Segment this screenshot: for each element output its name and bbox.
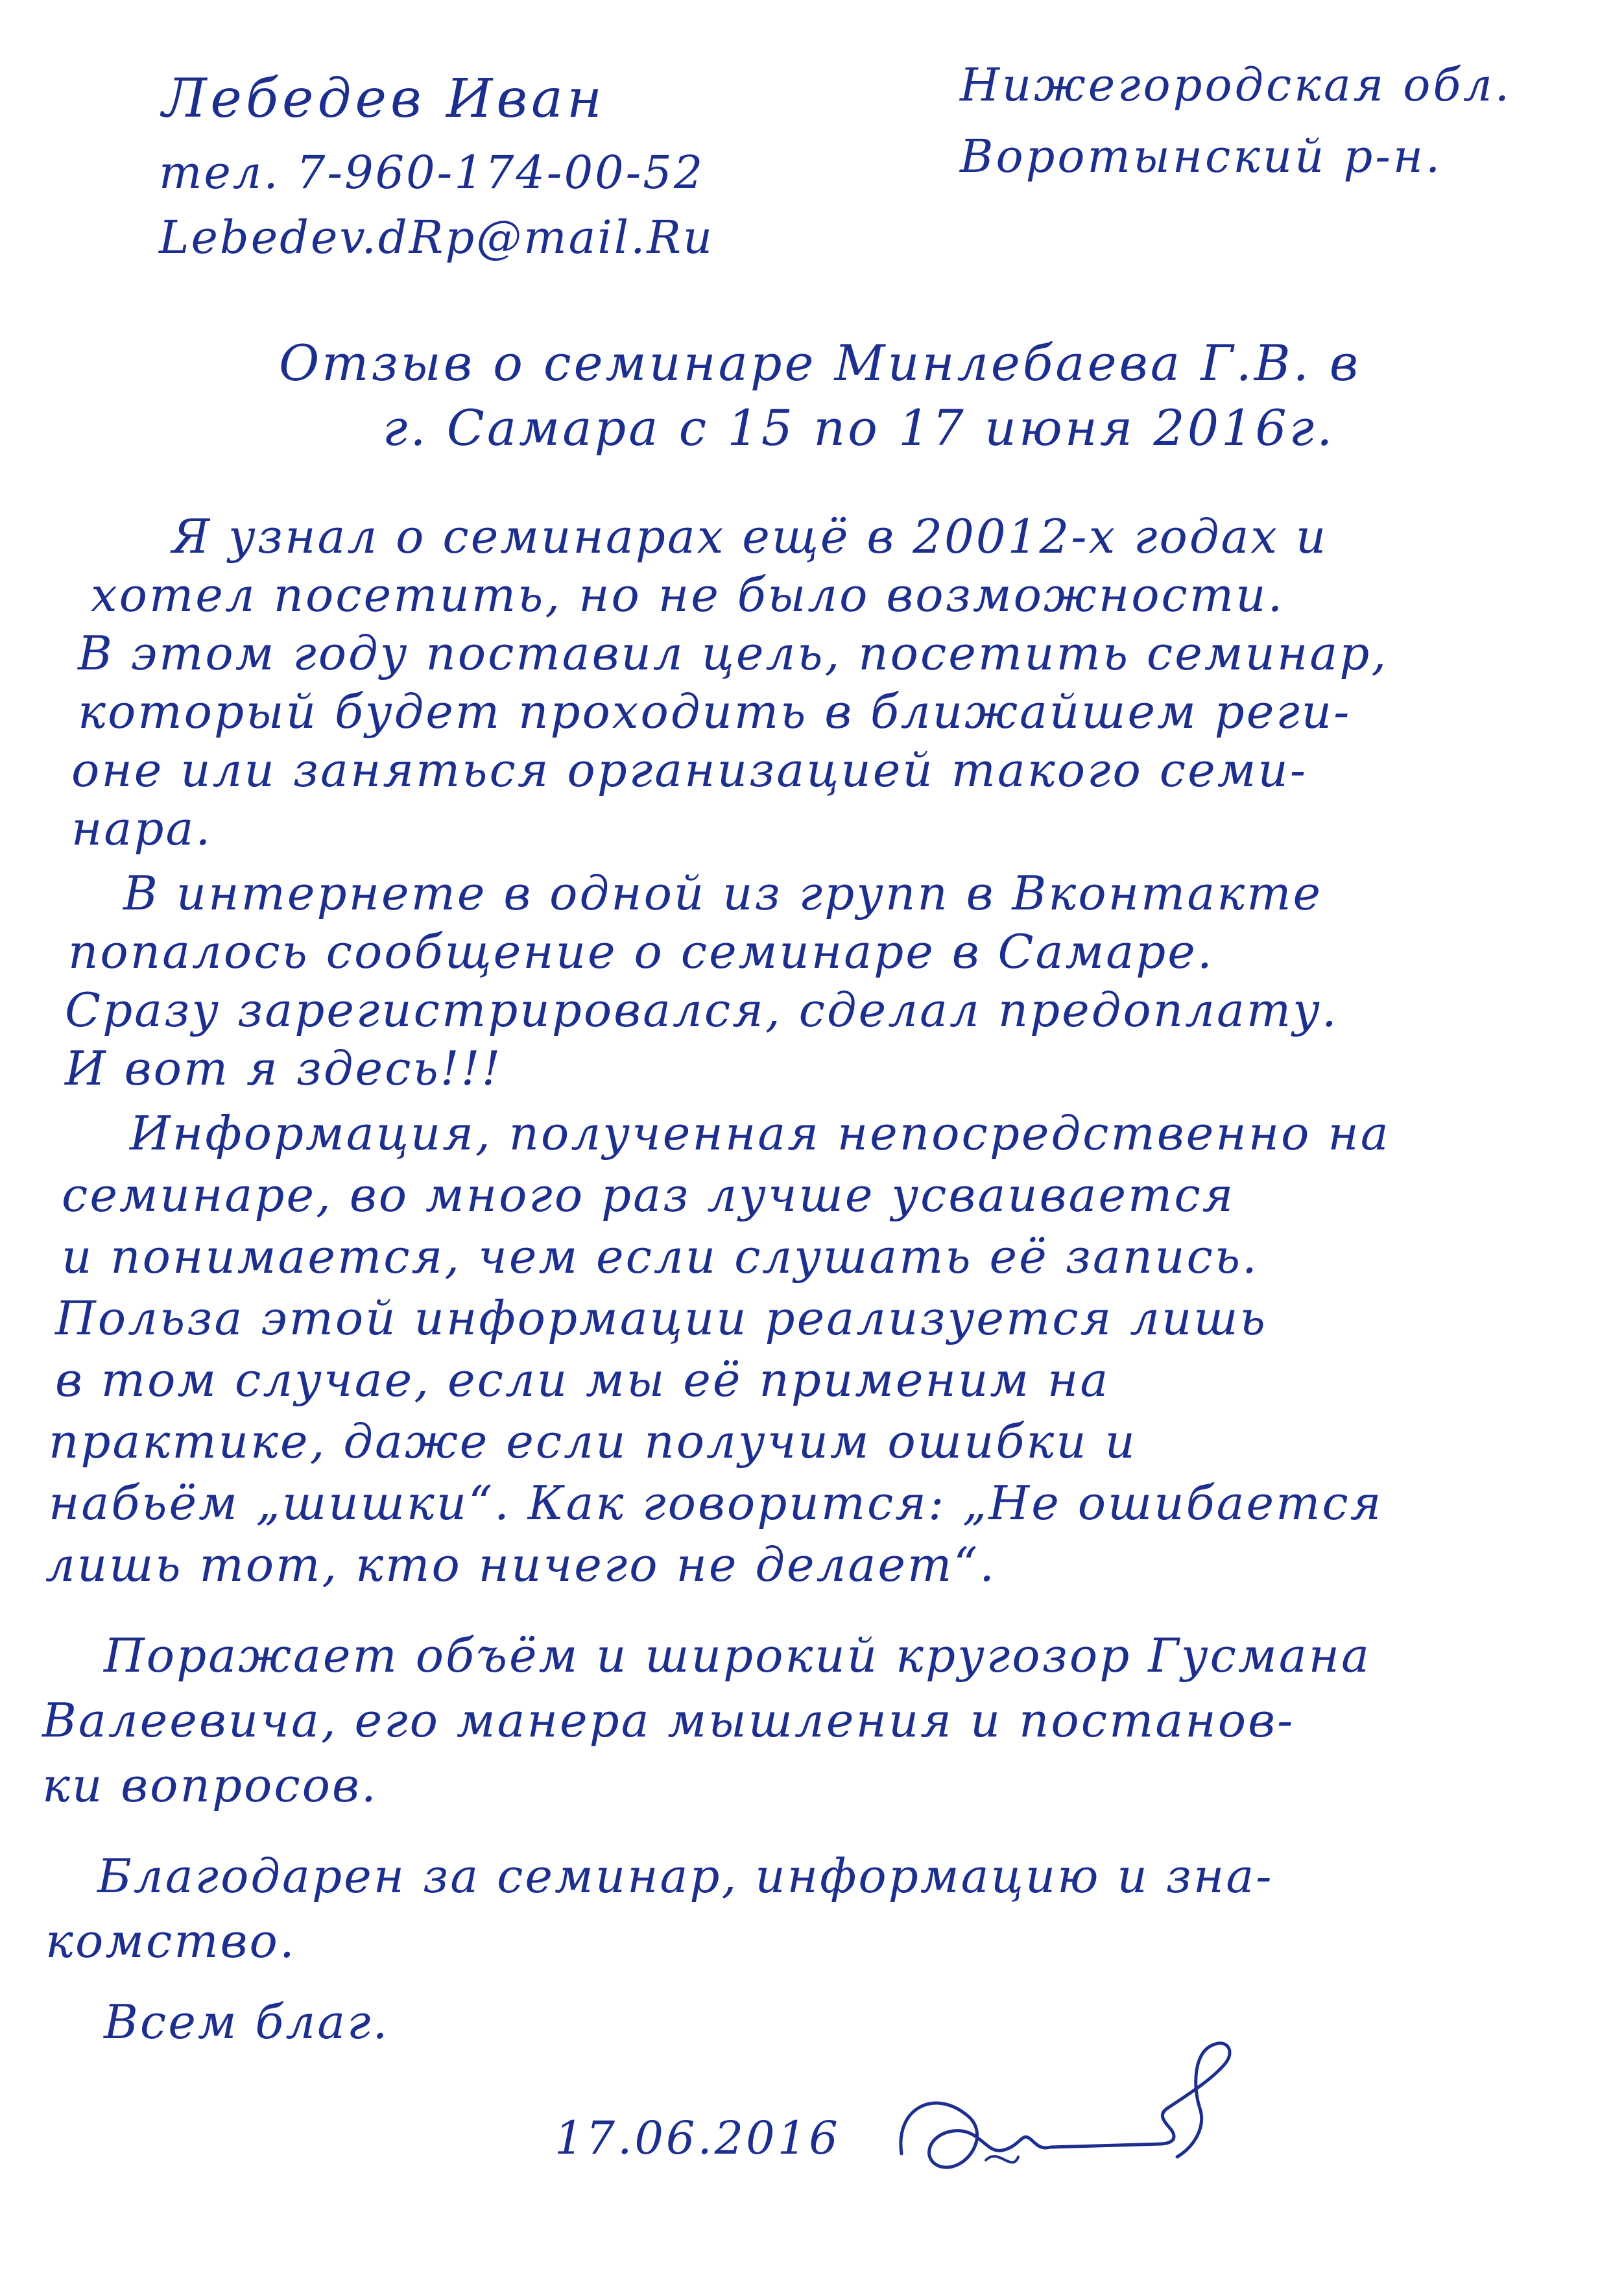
- body-line: набьём „шишки“. Как говорится: „Не ошибается: [49, 1476, 1383, 1530]
- letter-title-line-1: Отзыв о семинаре Минлебаева Г.В. в: [279, 334, 1361, 392]
- body-line: Я узнал о семинарах ещё в 20012-х годах и: [172, 509, 1328, 564]
- body-line: комство.: [45, 1914, 296, 1968]
- handwritten-signature-icon: [889, 2017, 1291, 2212]
- body-line: И вот я здесь!!!: [65, 1041, 503, 1096]
- body-line: и понимается, чем если слушать её запись.: [62, 1229, 1259, 1284]
- body-line: ки вопросов.: [42, 1758, 378, 1812]
- sender-name: Лебедев Иван: [162, 68, 606, 130]
- body-line: практике, даже если получим ошибки и: [49, 1414, 1137, 1469]
- body-line: Поражает объём и широкий кругозор Гусмана: [104, 1628, 1371, 1683]
- body-line: Сразу зарегистрировался, сделал предоплату.: [65, 983, 1339, 1037]
- body-line: семинаре, во много раз лучше усваивается: [62, 1168, 1236, 1222]
- body-line: В этом году поставил цель, посетить семинар,: [78, 626, 1389, 680]
- sender-email: Lebedev.dRp@mail.Ru: [159, 211, 715, 264]
- body-line: который будет проходить в ближайшем реги-: [78, 684, 1352, 739]
- body-line: Польза этой информации реализуется лишь: [55, 1291, 1267, 1345]
- body-line: Благодарен за семинар, информацию и зна-: [97, 1849, 1274, 1903]
- closing-greeting: Всем благ.: [104, 1995, 390, 2049]
- body-line: попалось сообщение о семинаре в Самаре.: [68, 924, 1214, 979]
- letter-title-line-2: г. Самара с 15 по 17 июня 2016г.: [383, 399, 1335, 457]
- body-line: лишь тот, кто ничего не делает“.: [45, 1537, 997, 1592]
- sender-phone: тел. 7-960-174-00-52: [159, 146, 705, 199]
- letter-date: 17.06.2016: [555, 2111, 841, 2165]
- body-line: Валеевича, его манера мышления и постанов-: [42, 1693, 1295, 1748]
- address-district: Воротынский р-н.: [960, 130, 1443, 183]
- body-line: В интернете в одной из групп в Вконтакте: [123, 866, 1323, 920]
- address-region: Нижегородская обл.: [960, 58, 1512, 112]
- body-line: хотел посетить, но не было возможности.: [91, 568, 1285, 622]
- body-line: в том случае, если мы её применим на: [55, 1353, 1110, 1407]
- body-line: оне или заняться организацией такого семи-: [71, 743, 1308, 797]
- body-line: Информация, полученная непосредственно на: [130, 1106, 1391, 1161]
- body-line: нара.: [71, 801, 213, 856]
